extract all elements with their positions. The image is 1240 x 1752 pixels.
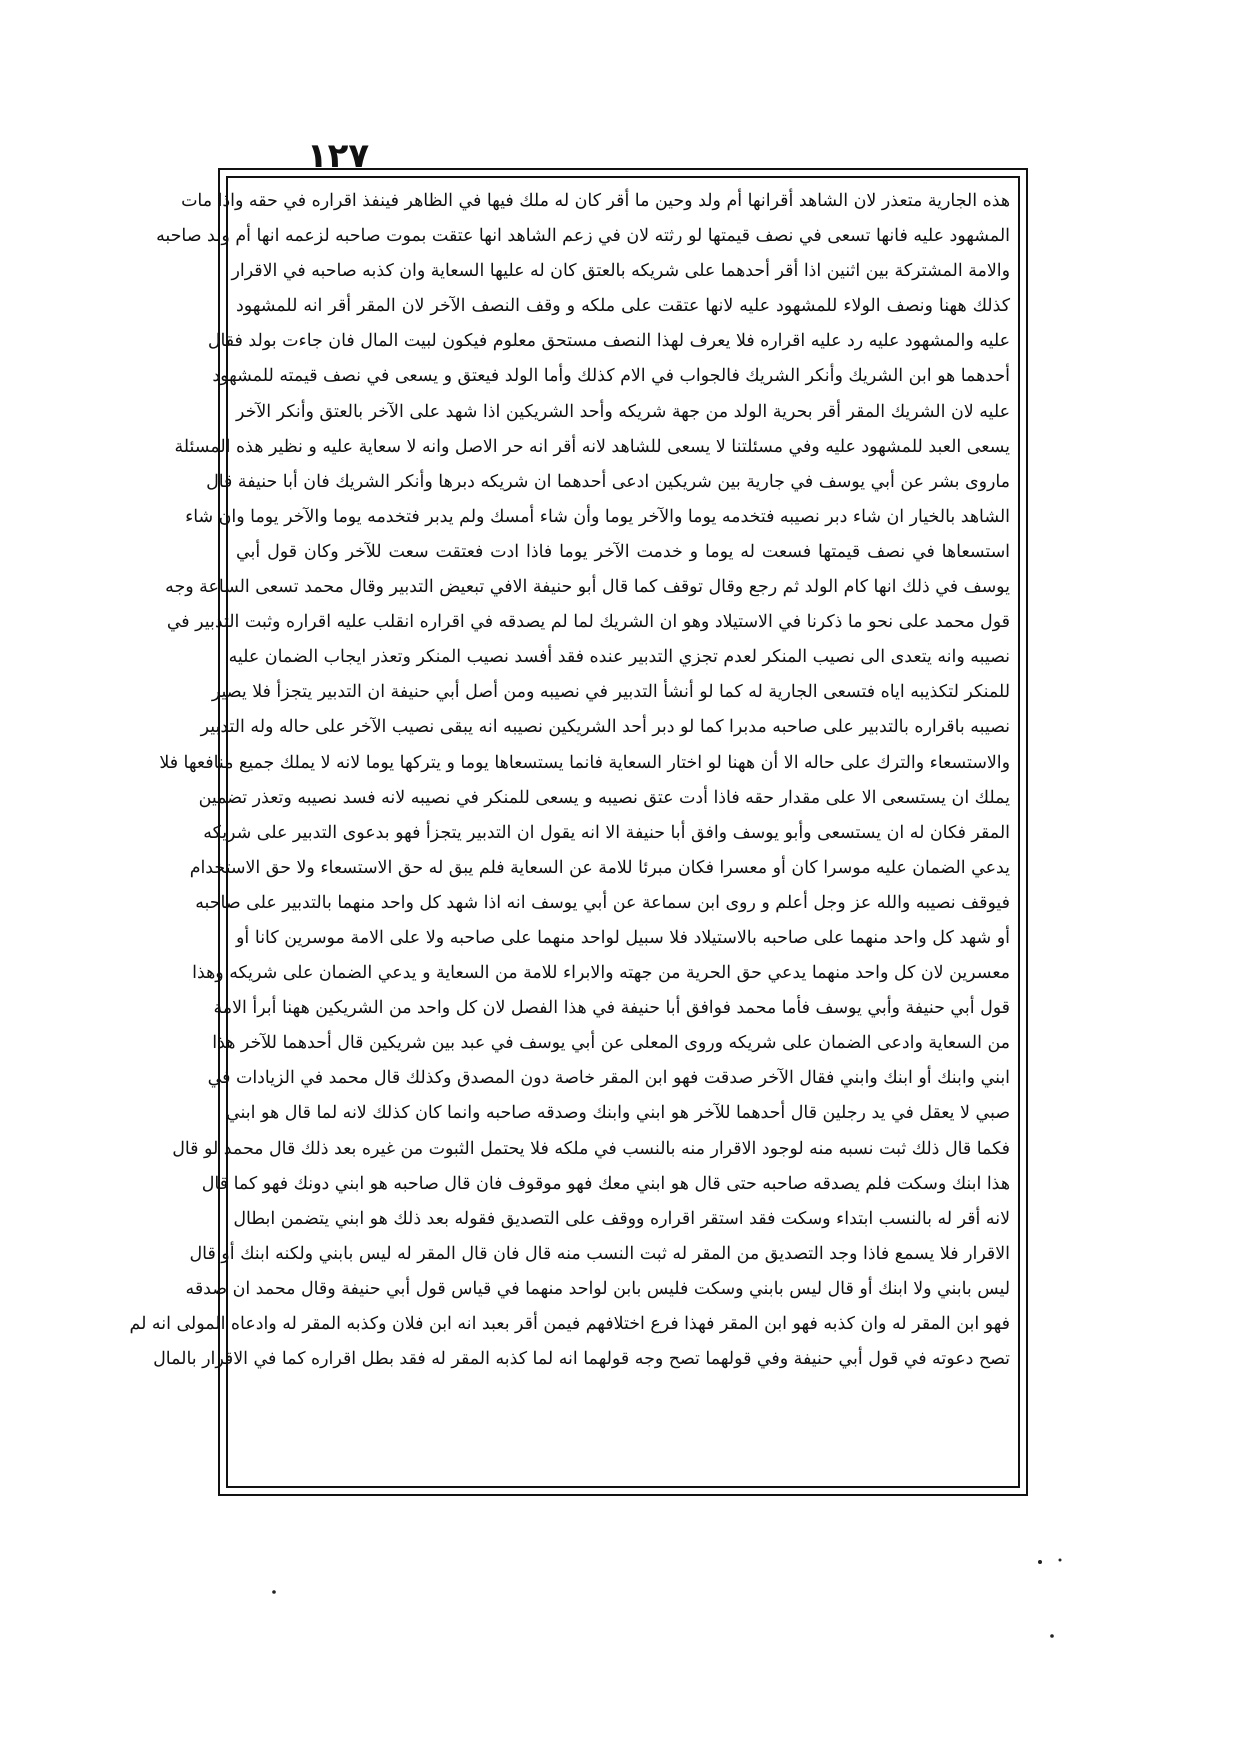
text-line: الاقرار فلا يسمع فاذا وجد التصديق من المقر له ثبت النسب منه قال فان قال المقر له ليس بابني ولكنه ابنك أو قال <box>189 1243 1010 1264</box>
text-line: فيوقف نصيبه والله عز وجل أعلم و روى ابن سماعة عن أبي يوسف انه اذا شهد كل واحد منهما بالتدبير على صاحبه <box>195 892 1010 913</box>
text-line: يملك ان يستسعى الا على مقدار حقه فاذا أدت عتق نصيبه و يسعى للمنكر في نصيبه لانه فسد نصيبه وتعذر تضمين <box>198 787 1010 808</box>
text-line <box>236 1377 1010 1412</box>
text-line: فكما قال ذلك ثبت نسبه منه لوجود الاقرار منه بالنسب في ملكه فلا يحتمل الثبوت من غيره بعد ذلك قال محمد لو قال <box>172 1138 1010 1159</box>
text-line: والامة المشتركة بين اثنين اذا أقر أحدهما على شريكه بالعتق كان له عليها السعاية وان كذبه صاحبه في الاقرار <box>231 261 1010 282</box>
text-line: ماروى بشر عن أبي يوسف في جارية بين شريكين ادعى أحدهما ان شريكه دبرها وأنكر الشريك فان أبا حنيفة قال <box>206 471 1010 492</box>
text-block <box>129 184 1010 1484</box>
text-line: للمنكر لتكذيبه اياه فتسعى الجارية له كما لو أنشأ التدبير في نصيبه ومن أصل أبي حنيفة ان التدبير يتجزأ فلا يصير <box>211 682 1010 703</box>
page-number: ١٢٧ <box>306 136 370 176</box>
text-line: عليه والمشهود عليه رد عليه اقراره فلا يعرف لهذا النصف مستحق معلوم فيكون لبيت المال فان جاءت بولد فقال <box>207 331 1010 352</box>
text-line: يسعى العبد للمشهود عليه وفي مسئلتنا لا يسعى للشاهد لانه أقر انه حر الاصل وانه لا سعاية عليه و نظير هذه المسئلة <box>174 436 1010 457</box>
text-line: قول أبي حنيفة وأبي يوسف فأما محمد فوافق أبا حنيفة في هذا الفصل لان كل واحد من الشريكين ههنا أبرأ الامة <box>213 998 1010 1019</box>
text-line: ابني وابنك أو ابنك وابني فقال الآخر صدقت فهو ابن المقر خاصة دون المصدق وكذلك قال محمد في الزيادات في <box>207 1068 1010 1089</box>
text-line: من السعاية وادعى الضمان على شريكه وروى المعلى عن أبي يوسف في عبد بين شريكين قال أحدهما للآخر هذا <box>212 1033 1010 1054</box>
text-line: هذه الجارية متعذر لان الشاهد أقرانها أم ولد وحين ما أقر كان له ملك فيها في الظاهر فينفذ اقراره في حقه واذا مات <box>181 191 1010 211</box>
text-line: نصيبه باقراره بالتدبير على صاحبه مدبرا كما لو دبر أحد الشريكين نصيبه انه يبقى نصيب الآخر على حاله وله التدبير <box>200 717 1010 738</box>
text-line: قول محمد على نحو ما ذكرنا في الاستيلاد وهو ان الشريك لما لم يصدقه في اقراره انقلب عليه اقراره وثبت التدبير في <box>166 612 1010 633</box>
text-line: نصيبه وانه يتعدى الى نصيب المنكر لعدم تجزي التدبير عنده فقد أفسد نصيب المنكر وتعذر ايجاب الضمان عليه <box>228 647 1010 668</box>
text-line: عليه لان الشريك المقر أقر بحرية الولد من جهة شريكه وأحد الشريكين اذا شهد على الآخر بالعتق وأنكر الآخر <box>236 401 1010 422</box>
text-line: كذلك ههنا ونصف الولاء للمشهود عليه لانها عتقت على ملكه و وقف النصف الآخر لان المقر أقر انه للمشهود <box>236 296 1010 317</box>
text-line: والاستسعاء والترك على حاله الا أن ههنا لو اختار السعاية فانما يستسعاها يوما و يتركها يوما لانه لا يملك جميع منافعها فلا <box>159 752 1010 773</box>
text-line: صبي لا يعقل في يد رجلين قال أحدهما للآخر هو ابني وابنك وصدقه صاحبه وانما كان كذلك لانه لما قال هو ابني <box>226 1103 1010 1124</box>
text-line: أحدهما هو ابن الشريك وأنكر الشريك فالجواب في الام كذلك وأما الولد فيعتق و يسعى في نصف قيمته للمشهود <box>212 366 1010 387</box>
text-line: استسعاها في نصف قيمتها فسعت له يوما و خدمت الآخر يوما فاذا ادت فعتقت سعت للآخر وكان قول أبي <box>236 541 1010 562</box>
text-line: فهو ابن المقر له وان كذبه فهو ابن المقر فهذا فرع اختلافهم فيمن أقر بعبد انه ابن فلان وكذبه المقر له وادعاه المولى انه لم <box>129 1314 1010 1334</box>
text-line: هذا ابنك وسكت فلم يصدقه صاحبه حتى قال هو ابني معك فهو موقوف فان قال صاحبه هو ابني دونك فهو كما قال <box>201 1173 1010 1194</box>
text-line: معسرين لان كل واحد منهما يدعي حق الحرية من جهته والابراء للامة من السعاية و يدعي الضمان على شريكه وهذا <box>192 963 1010 984</box>
text-line: تصح دعوته في قول أبي حنيفة وفي قولهما تصح وجه قولهما انه لما كذبه المقر له فقد بطل اقراره كما في الاقرار بالمال <box>153 1349 1010 1370</box>
text-line: الشاهد بالخيار ان شاء دبر نصيبه فتخدمه يوما والآخر يوما وأن شاء أمسك ولم يدبر فتخدمه يوما والآخر يوما وان شاء <box>185 506 1010 527</box>
text-line: لانه أقر له بالنسب ابتداء وسكت فقد استقر اقراره ووقف على التصديق فقوله بعد ذلك هو ابني يتضمن ابطال <box>233 1208 1010 1229</box>
text-line: أو شهد كل واحد منهما على صاحبه بالاستيلاد فلا سبيل لواحد منهما على صاحبه ولا على الامة موسرين كانا أو <box>236 927 1010 948</box>
text-line: المقر فكان له ان يستسعى وأبو يوسف وافق أبا حنيفة الا انه يقول ان التدبير يتجزأ فهو بدعوى التدبير على شريكه <box>203 822 1010 843</box>
text-line: يدعي الضمان عليه موسرا كان أو معسرا فكان مبرئا للامة عن السعاية فلم يبق له حق الاستسعاء ولا حق الاستخدام <box>189 857 1010 878</box>
text-line: المشهود عليه فانها تسعى في نصف قيمتها لو رثته لان في زعم الشاهد انها عتقت بموت صاحبه لزعمه انها أم ولد صاحبه <box>156 226 1010 247</box>
text-line: ليس بابني ولا ابنك أو قال ليس بابني وسكت فليس بابن لواحد منهما في قياس قول أبي حنيفة وقال محمد ان صدقه <box>185 1278 1010 1299</box>
text-line: يوسف في ذلك انها كام الولد ثم رجع وقال توقف كما قال أبو حنيفة الافي تبعيض التدبير وقال محمد تسعى الساعة وجه <box>165 577 1010 598</box>
